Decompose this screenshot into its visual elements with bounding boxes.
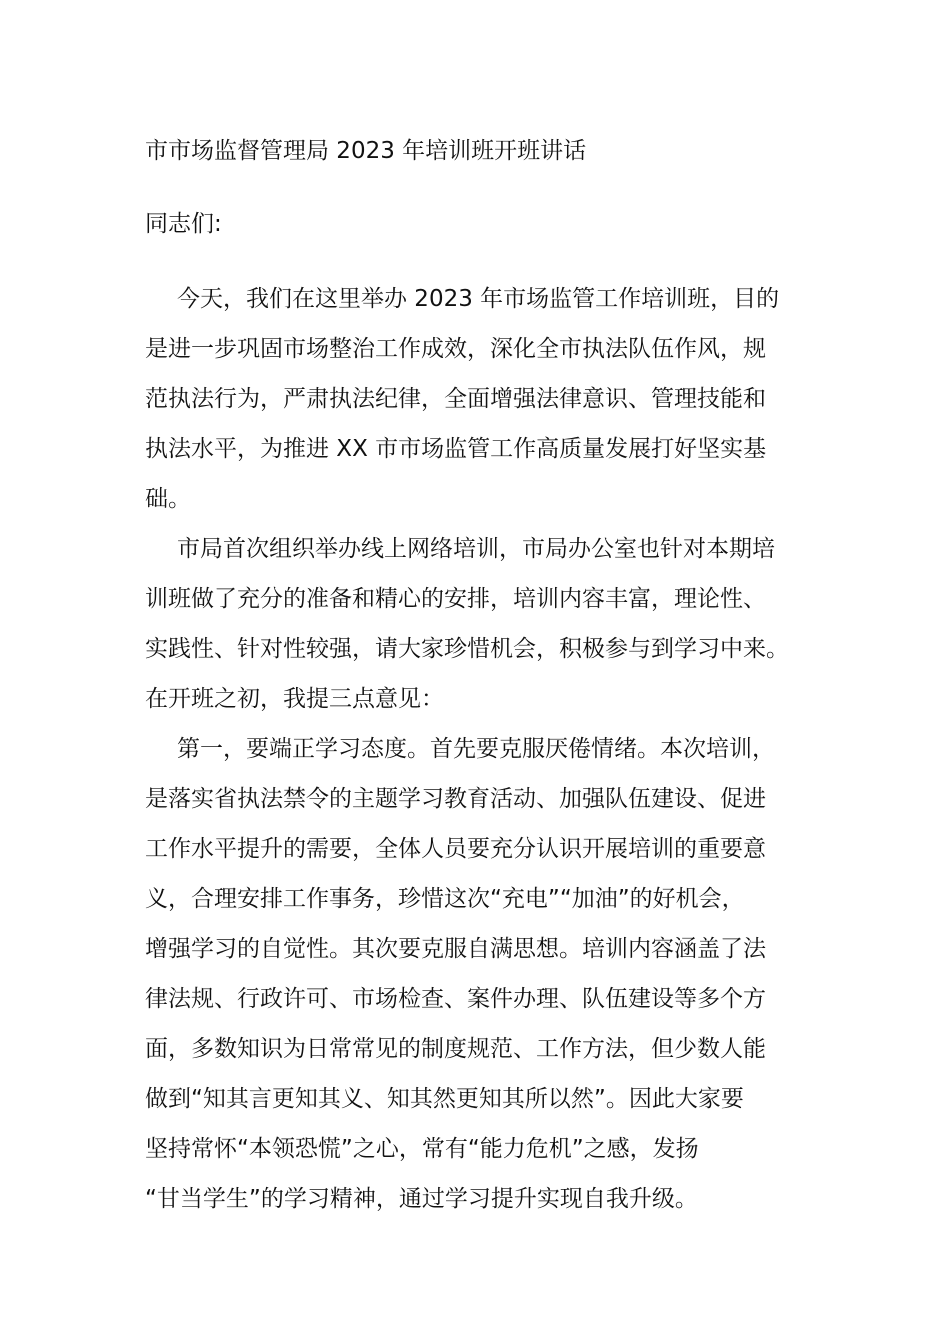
text-line: 是落实省执法禁令的主题学习教育活动、加强队伍建设、促进: [145, 786, 766, 812]
text-line: 实践性、针对性较强，请大家珍惜机会，积极参与到学习中来。: [145, 636, 789, 662]
text-line: 是进一步巩固市场整治工作成效，深化全市执法队伍作风，规: [145, 336, 766, 362]
text-line: 面，多数知识为日常常见的制度规范、工作方法，但少数人能: [145, 1036, 766, 1062]
text-line: 今天，我们在这里举办 2023 年市场监管工作培训班，目的: [177, 286, 780, 312]
text-line: 础。: [145, 486, 191, 512]
text-line: 工作水平提升的需要，全体人员要充分认识开展培训的重要意: [145, 836, 766, 862]
text-line: 坚持常怀“本领恐慌”之心，常有“能力危机”之感，发扬: [145, 1136, 699, 1162]
text-line: 市局首次组织举办线上网络培训，市局办公室也针对本期培: [177, 536, 775, 562]
document-title: 市市场监督管理局 2023 年培训班开班讲话: [145, 138, 587, 164]
text-line: “甘当学生”的学习精神，通过学习提升实现自我升级。: [145, 1186, 698, 1212]
text-line: 范执法行为，严肃执法纪律，全面增强法律意识、管理技能和: [145, 386, 766, 412]
salutation: 同志们:: [145, 211, 222, 237]
text-line: 训班做了充分的准备和精心的安排，培训内容丰富，理论性、: [145, 586, 766, 612]
text-line: 义，合理安排工作事务，珍惜这次“充电”“加油”的好机会，: [145, 886, 745, 912]
text-line: 执法水平，为推进 XX 市市场监管工作高质量发展打好坚实基: [145, 436, 767, 462]
text-line: 增强学习的自觉性。其次要克服自满思想。培训内容涵盖了法: [145, 936, 766, 962]
text-line: 律法规、行政许可、市场检查、案件办理、队伍建设等多个方: [145, 986, 766, 1012]
text-line: 做到“知其言更知其义、知其然更知其所以然”。因此大家要: [145, 1086, 744, 1112]
text-line: 第一，要端正学习态度。首先要克服厌倦情绪。本次培训，: [177, 736, 775, 762]
text-line: 在开班之初，我提三点意见：: [145, 686, 444, 712]
